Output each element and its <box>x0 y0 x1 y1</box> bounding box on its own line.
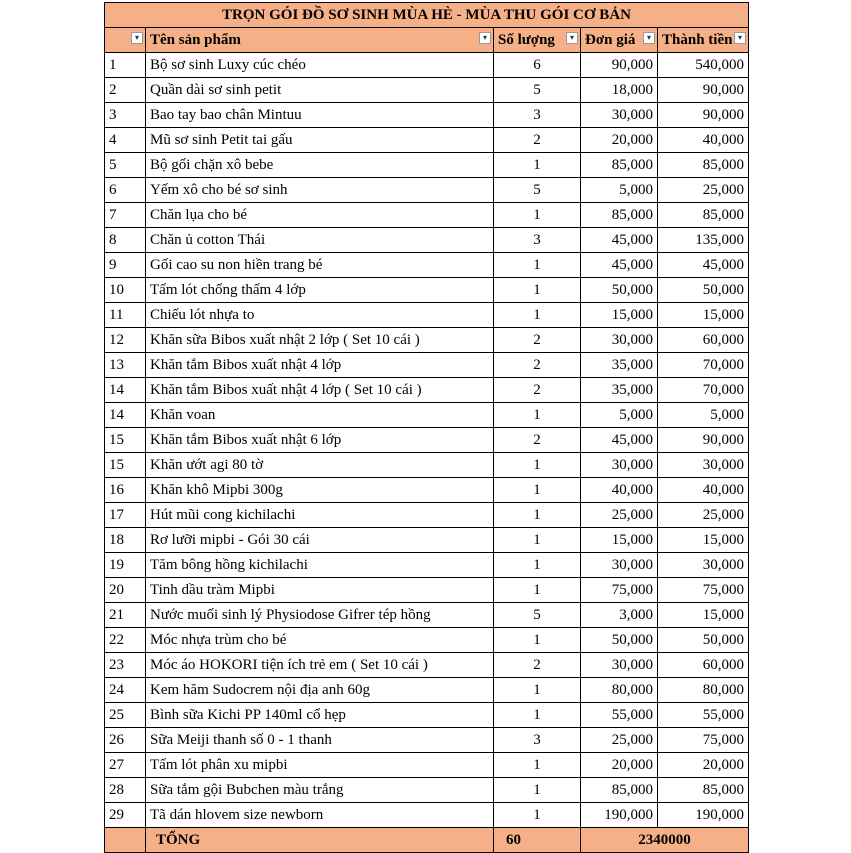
row-product-name[interactable]: Sữa Meiji thanh số 0 - 1 thanh <box>146 728 494 753</box>
row-quantity[interactable]: 1 <box>494 778 581 803</box>
table-row <box>105 678 749 703</box>
row-unit-price[interactable]: 3,000 <box>581 603 658 628</box>
row-line-total[interactable]: 45,000 <box>658 253 749 278</box>
row-quantity[interactable]: 1 <box>494 403 581 428</box>
filter-dropdown-icon[interactable]: ▾ <box>479 32 491 44</box>
row-unit-price[interactable]: 30,000 <box>581 453 658 478</box>
row-quantity[interactable]: 5 <box>494 78 581 103</box>
row-stt[interactable]: 6 <box>105 178 146 203</box>
row-line-total[interactable]: 15,000 <box>658 603 749 628</box>
row-stt[interactable]: 24 <box>105 678 146 703</box>
row-line-total[interactable]: 190,000 <box>658 803 749 828</box>
table-row <box>105 753 749 778</box>
table-row <box>105 228 749 253</box>
row-product-name[interactable]: Tinh dầu tràm Mipbi <box>146 578 494 603</box>
row-quantity[interactable]: 6 <box>494 53 581 78</box>
row-unit-price[interactable]: 35,000 <box>581 378 658 403</box>
row-unit-price[interactable]: 85,000 <box>581 778 658 803</box>
table-row <box>105 203 749 228</box>
row-stt[interactable]: 22 <box>105 628 146 653</box>
row-line-total[interactable]: 90,000 <box>658 103 749 128</box>
table-row <box>105 103 749 128</box>
row-quantity[interactable]: 1 <box>494 628 581 653</box>
table-row <box>105 778 749 803</box>
row-line-total[interactable]: 5,000 <box>658 403 749 428</box>
row-product-name[interactable]: Khăn voan <box>146 403 494 428</box>
row-stt[interactable]: 18 <box>105 528 146 553</box>
row-line-total[interactable]: 85,000 <box>658 203 749 228</box>
row-product-name[interactable]: Tấm lót chống thấm 4 lớp <box>146 278 494 303</box>
row-stt[interactable]: 16 <box>105 478 146 503</box>
row-quantity[interactable]: 5 <box>494 603 581 628</box>
row-quantity[interactable]: 2 <box>494 653 581 678</box>
row-quantity[interactable]: 2 <box>494 378 581 403</box>
filter-dropdown-icon[interactable]: ▾ <box>734 32 746 44</box>
table-row <box>105 603 749 628</box>
row-quantity[interactable]: 2 <box>494 428 581 453</box>
row-unit-price[interactable]: 45,000 <box>581 253 658 278</box>
row-unit-price[interactable]: 45,000 <box>581 428 658 453</box>
filter-dropdown-icon[interactable]: ▾ <box>643 32 655 44</box>
row-product-name[interactable]: Gối cao su non hiền trang bé <box>146 253 494 278</box>
sort-filter-icon[interactable]: ▾ <box>131 32 143 44</box>
row-unit-price[interactable]: 50,000 <box>581 628 658 653</box>
row-unit-price[interactable]: 30,000 <box>581 553 658 578</box>
filter-dropdown-icon[interactable]: ▾ <box>566 32 578 44</box>
row-quantity[interactable]: 2 <box>494 328 581 353</box>
row-product-name[interactable]: Móc nhựa trùm cho bé <box>146 628 494 653</box>
row-stt[interactable]: 1 <box>105 53 146 78</box>
row-line-total[interactable]: 90,000 <box>658 78 749 103</box>
row-stt[interactable]: 10 <box>105 278 146 303</box>
table-row <box>105 728 749 753</box>
row-unit-price[interactable]: 85,000 <box>581 203 658 228</box>
table-row <box>105 478 749 503</box>
header-total <box>658 28 749 53</box>
row-quantity[interactable]: 3 <box>494 103 581 128</box>
row-stt[interactable]: 14 <box>105 378 146 403</box>
table-row <box>105 428 749 453</box>
row-quantity[interactable]: 1 <box>494 753 581 778</box>
row-line-total[interactable]: 30,000 <box>658 553 749 578</box>
table-row <box>105 803 749 828</box>
row-product-name[interactable]: Khăn ướt agi 80 tờ <box>146 453 494 478</box>
row-line-total[interactable]: 25,000 <box>658 178 749 203</box>
row-stt[interactable]: 15 <box>105 428 146 453</box>
row-stt[interactable]: 21 <box>105 603 146 628</box>
header-qty-label: Số lượng <box>498 32 555 48</box>
row-product-name[interactable]: Móc áo HOKORI tiện ích trẻ em ( Set 10 cái ) <box>146 653 494 678</box>
row-unit-price[interactable]: 80,000 <box>581 678 658 703</box>
row-product-name[interactable]: Khăn tắm Bibos xuất nhật 6 lớp <box>146 428 494 453</box>
row-product-name[interactable]: Khăn sữa Bibos xuất nhật 2 lớp ( Set 10 cái ) <box>146 328 494 353</box>
row-quantity[interactable]: 1 <box>494 703 581 728</box>
header-price-label: Đơn giá <box>585 32 636 48</box>
header-stt <box>105 28 146 53</box>
row-stt[interactable]: 9 <box>105 253 146 278</box>
row-unit-price[interactable]: 30,000 <box>581 653 658 678</box>
row-quantity[interactable]: 3 <box>494 728 581 753</box>
row-unit-price[interactable]: 90,000 <box>581 53 658 78</box>
row-quantity[interactable]: 1 <box>494 153 581 178</box>
row-stt[interactable]: 14 <box>105 403 146 428</box>
row-quantity[interactable]: 1 <box>494 203 581 228</box>
row-quantity[interactable]: 2 <box>494 353 581 378</box>
row-unit-price[interactable]: 30,000 <box>581 103 658 128</box>
row-product-name[interactable]: Khăn tắm Bibos xuất nhật 4 lớp <box>146 353 494 378</box>
row-stt[interactable]: 28 <box>105 778 146 803</box>
row-stt[interactable]: 7 <box>105 203 146 228</box>
row-stt[interactable]: 4 <box>105 128 146 153</box>
table-row <box>105 278 749 303</box>
row-product-name[interactable]: Nước muối sinh lý Physiodose Gifrer tép hồng <box>146 603 494 628</box>
table-row <box>105 528 749 553</box>
row-unit-price[interactable]: 5,000 <box>581 403 658 428</box>
header-name <box>146 28 494 53</box>
row-unit-price[interactable]: 25,000 <box>581 728 658 753</box>
row-product-name[interactable]: Bộ gối chặn xô bebe <box>146 153 494 178</box>
table-row <box>105 703 749 728</box>
header-row <box>105 28 749 53</box>
row-quantity[interactable]: 2 <box>494 128 581 153</box>
row-unit-price[interactable]: 190,000 <box>581 803 658 828</box>
row-product-name[interactable]: Tăm bông hồng kichilachi <box>146 553 494 578</box>
row-line-total[interactable]: 30,000 <box>658 453 749 478</box>
row-stt[interactable]: 5 <box>105 153 146 178</box>
row-quantity[interactable]: 1 <box>494 553 581 578</box>
row-quantity[interactable]: 1 <box>494 253 581 278</box>
table-row <box>105 78 749 103</box>
row-line-total[interactable]: 55,000 <box>658 703 749 728</box>
row-stt[interactable]: 19 <box>105 553 146 578</box>
row-line-total[interactable]: 60,000 <box>658 328 749 353</box>
row-stt[interactable]: 23 <box>105 653 146 678</box>
title-row <box>105 3 749 28</box>
table-row <box>105 503 749 528</box>
table-row <box>105 453 749 478</box>
row-line-total[interactable]: 15,000 <box>658 303 749 328</box>
row-product-name[interactable]: Bộ sơ sinh Luxy cúc chéo <box>146 53 494 78</box>
row-line-total[interactable]: 85,000 <box>658 153 749 178</box>
table-row <box>105 353 749 378</box>
row-stt[interactable]: 29 <box>105 803 146 828</box>
row-line-total[interactable]: 90,000 <box>658 428 749 453</box>
total-quantity[interactable]: 60 <box>494 828 581 853</box>
row-product-name[interactable]: Chiếu lót nhựa to <box>146 303 494 328</box>
row-quantity[interactable]: 3 <box>494 228 581 253</box>
row-line-total[interactable]: 40,000 <box>658 478 749 503</box>
row-line-total[interactable]: 50,000 <box>658 628 749 653</box>
table-row <box>105 153 749 178</box>
table-row <box>105 53 749 78</box>
table-row <box>105 653 749 678</box>
row-line-total[interactable]: 75,000 <box>658 578 749 603</box>
row-product-name[interactable]: Sữa tắm gội Bubchen màu trắng <box>146 778 494 803</box>
row-unit-price[interactable]: 55,000 <box>581 703 658 728</box>
row-unit-price[interactable]: 15,000 <box>581 528 658 553</box>
table-row <box>105 328 749 353</box>
row-unit-price[interactable]: 75,000 <box>581 578 658 603</box>
row-unit-price[interactable]: 20,000 <box>581 128 658 153</box>
row-quantity[interactable]: 1 <box>494 578 581 603</box>
row-line-total[interactable]: 70,000 <box>658 353 749 378</box>
table-row <box>105 553 749 578</box>
row-line-total[interactable]: 60,000 <box>658 653 749 678</box>
row-unit-price[interactable]: 30,000 <box>581 328 658 353</box>
header-name-label: Tên sản phẩm <box>150 32 241 48</box>
row-product-name[interactable]: Hút mũi cong kichilachi <box>146 503 494 528</box>
row-line-total[interactable]: 85,000 <box>658 778 749 803</box>
row-stt[interactable]: 13 <box>105 353 146 378</box>
row-unit-price[interactable]: 25,000 <box>581 503 658 528</box>
row-stt[interactable]: 25 <box>105 703 146 728</box>
row-unit-price[interactable]: 15,000 <box>581 303 658 328</box>
row-product-name[interactable]: Kem hăm Sudocrem nội địa anh 60g <box>146 678 494 703</box>
total-label: TỔNG <box>146 828 494 853</box>
row-line-total[interactable]: 75,000 <box>658 728 749 753</box>
header-price <box>581 28 658 53</box>
table-row <box>105 128 749 153</box>
row-product-name[interactable]: Yếm xô cho bé sơ sinh <box>146 178 494 203</box>
table-row <box>105 178 749 203</box>
row-quantity[interactable]: 1 <box>494 528 581 553</box>
row-product-name[interactable]: Chăn ủ cotton Thái <box>146 228 494 253</box>
total-amount[interactable]: 2340000 <box>581 828 749 853</box>
row-line-total[interactable]: 15,000 <box>658 528 749 553</box>
row-product-name[interactable]: Khăn tắm Bibos xuất nhật 4 lớp ( Set 10 cái ) <box>146 378 494 403</box>
total-blank-cell <box>105 828 146 853</box>
row-unit-price[interactable]: 85,000 <box>581 153 658 178</box>
row-quantity[interactable]: 1 <box>494 478 581 503</box>
row-stt[interactable]: 26 <box>105 728 146 753</box>
table-row <box>105 578 749 603</box>
table-row <box>105 403 749 428</box>
table-row <box>105 253 749 278</box>
row-stt[interactable]: 27 <box>105 753 146 778</box>
price-table <box>104 2 749 853</box>
row-line-total[interactable]: 50,000 <box>658 278 749 303</box>
row-product-name[interactable]: Mũ sơ sinh Petit tai gấu <box>146 128 494 153</box>
row-stt[interactable]: 20 <box>105 578 146 603</box>
row-stt[interactable]: 12 <box>105 328 146 353</box>
row-product-name[interactable]: Bình sữa Kichi PP 140ml cổ hẹp <box>146 703 494 728</box>
row-product-name[interactable]: Bao tay bao chân Mintuu <box>146 103 494 128</box>
table-title: TRỌN GÓI ĐỒ SƠ SINH MÙA HÈ - MÙA THU GÓI CƠ BẢN <box>105 3 749 28</box>
header-total-label: Thành tiền <box>662 32 733 48</box>
row-unit-price[interactable]: 35,000 <box>581 353 658 378</box>
row-product-name[interactable]: Tã dán hlovem size newborn <box>146 803 494 828</box>
row-unit-price[interactable]: 45,000 <box>581 228 658 253</box>
row-line-total[interactable]: 135,000 <box>658 228 749 253</box>
row-unit-price[interactable]: 40,000 <box>581 478 658 503</box>
row-line-total[interactable]: 70,000 <box>658 378 749 403</box>
table-row <box>105 628 749 653</box>
row-stt[interactable]: 17 <box>105 503 146 528</box>
row-product-name[interactable]: Chăn lụa cho bé <box>146 203 494 228</box>
row-quantity[interactable]: 1 <box>494 503 581 528</box>
total-row <box>105 828 749 853</box>
row-quantity[interactable]: 1 <box>494 278 581 303</box>
row-line-total[interactable]: 25,000 <box>658 503 749 528</box>
row-stt[interactable]: 8 <box>105 228 146 253</box>
row-line-total[interactable]: 80,000 <box>658 678 749 703</box>
row-quantity[interactable]: 1 <box>494 303 581 328</box>
row-line-total[interactable]: 540,000 <box>658 53 749 78</box>
row-unit-price[interactable]: 50,000 <box>581 278 658 303</box>
row-stt[interactable]: 3 <box>105 103 146 128</box>
row-stt[interactable]: 2 <box>105 78 146 103</box>
row-quantity[interactable]: 1 <box>494 453 581 478</box>
row-product-name[interactable]: Tấm lót phân xu mipbi <box>146 753 494 778</box>
row-product-name[interactable]: Quần dài sơ sinh petit <box>146 78 494 103</box>
row-product-name[interactable]: Khăn khô Mipbi 300g <box>146 478 494 503</box>
row-quantity[interactable]: 1 <box>494 803 581 828</box>
header-qty <box>494 28 581 53</box>
row-quantity[interactable]: 1 <box>494 678 581 703</box>
row-unit-price[interactable]: 20,000 <box>581 753 658 778</box>
table-row <box>105 378 749 403</box>
row-stt[interactable]: 11 <box>105 303 146 328</box>
row-product-name[interactable]: Rơ lưỡi mipbi - Gói 30 cái <box>146 528 494 553</box>
row-unit-price[interactable]: 5,000 <box>581 178 658 203</box>
row-unit-price[interactable]: 18,000 <box>581 78 658 103</box>
row-stt[interactable]: 15 <box>105 453 146 478</box>
row-line-total[interactable]: 40,000 <box>658 128 749 153</box>
table-row <box>105 303 749 328</box>
row-quantity[interactable]: 5 <box>494 178 581 203</box>
row-line-total[interactable]: 20,000 <box>658 753 749 778</box>
